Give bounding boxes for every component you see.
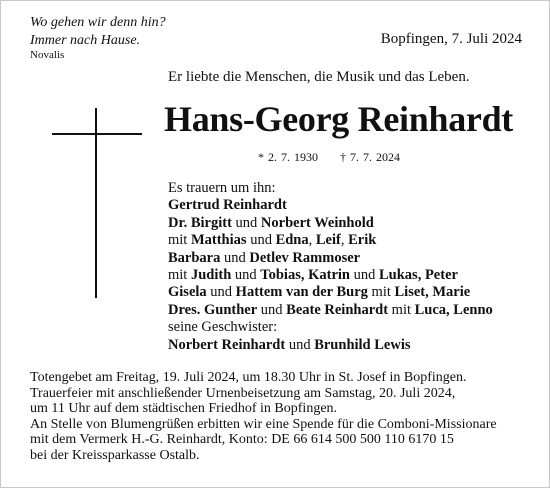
epigraph-quote <box>30 14 166 50</box>
mourner-name: Dres. Gunther <box>168 301 258 318</box>
notice-line: bei der Kreissparkasse Ostalb. <box>30 447 200 463</box>
mourner-line <box>168 250 493 267</box>
mourner-connector: mit <box>388 301 415 318</box>
deceased-name: Hans-Georg Reinhardt <box>164 99 513 139</box>
mourner-name: Barbara <box>168 249 221 266</box>
latin-cross-icon <box>52 108 142 298</box>
quote-line: Immer nach Hause. <box>30 33 141 48</box>
mourner-connector: mit <box>168 267 191 284</box>
mourner-name: Gisela <box>168 284 207 301</box>
mourner-name: Gertrud Reinhardt <box>168 197 287 214</box>
birth-date: * 2. 7. 1930 <box>258 150 318 164</box>
mourner-line <box>168 215 493 232</box>
mourner-name: Lukas, Peter <box>379 267 458 284</box>
mourner-name: Beate Reinhardt <box>286 301 389 318</box>
mourner-connector: und <box>231 267 261 284</box>
notice-line: mit dem Vermerk H.-G. Reinhardt, Konto: DE 66 614 500 500 110 6170 15 <box>30 432 454 448</box>
notice-line: Trauerfeier mit anschließender Urnenbeisetzung am Samstag, 20. Juli 2024, <box>30 385 456 401</box>
mourner-name: Leif <box>315 232 341 249</box>
mourner-name: Liset, Marie <box>394 284 471 301</box>
quote-line: Wo gehen wir denn hin? <box>30 15 166 30</box>
mourners-intro: Es trauern um ihn: <box>168 180 276 196</box>
mourner-name: Brunhild Lewis <box>314 336 411 353</box>
mourner-connector: und <box>246 232 276 249</box>
mourner-connector: und <box>257 301 287 318</box>
mourner-line <box>168 337 493 354</box>
mourner-name: Judith <box>190 267 232 284</box>
mourner-name: Dr. Birgitt <box>168 214 232 231</box>
mourner-connector: , <box>340 232 349 249</box>
service-notice <box>30 370 497 464</box>
mourner-line <box>168 284 493 301</box>
mourner-connector: seine Geschwister: <box>168 319 278 336</box>
mourner-connector: mit <box>367 284 395 301</box>
mourner-line <box>168 197 493 214</box>
mourner-line <box>168 302 493 319</box>
mourner-name: Luca, Lenno <box>414 301 493 318</box>
mourner-line <box>168 232 493 249</box>
mourner-connector: mit <box>168 232 191 249</box>
mourner-connector: und <box>350 267 379 284</box>
mourner-name: Detlev Rammoser <box>249 249 361 266</box>
mourner-line <box>168 267 493 284</box>
mourner-name: Matthias <box>190 232 247 249</box>
mourner-connector: und <box>206 284 236 301</box>
death-date: † 7. 7. 2024 <box>340 150 400 164</box>
mourners-list <box>168 180 493 354</box>
mourner-name: Tobias, Katrin <box>260 267 350 284</box>
mourner-lines <box>168 197 493 354</box>
mourner-name: Erik <box>348 232 377 249</box>
mourner-connector: und <box>220 249 250 266</box>
notice-line: Totengebet am Freitag, 19. Juli 2024, um 18.30 Uhr in St. Josef in Bopfingen. <box>30 370 467 385</box>
mourner-name: Norbert Weinhold <box>260 214 374 231</box>
mourner-name: Edna <box>275 232 309 249</box>
mourner-connector: und <box>285 336 315 353</box>
motto: Er liebte die Menschen, die Musik und das Leben. <box>168 69 470 85</box>
place-date: Bopfingen, 7. Juli 2024 <box>380 31 522 47</box>
mourner-connector: und <box>231 214 261 231</box>
mourner-name: Norbert Reinhardt <box>168 336 286 353</box>
life-dates <box>258 150 400 165</box>
notice-line: um 11 Uhr auf dem städtischen Friedhof in Bopfingen. <box>30 401 338 417</box>
mourner-connector: , <box>308 232 316 249</box>
quote-author: Novalis <box>30 49 65 61</box>
mourner-line <box>168 319 493 336</box>
notice-line: An Stelle von Blumengrüßen erbitten wir eine Spende für die Comboni-Missionare <box>30 416 497 432</box>
mourner-name: Hattem van der Burg <box>235 284 368 301</box>
